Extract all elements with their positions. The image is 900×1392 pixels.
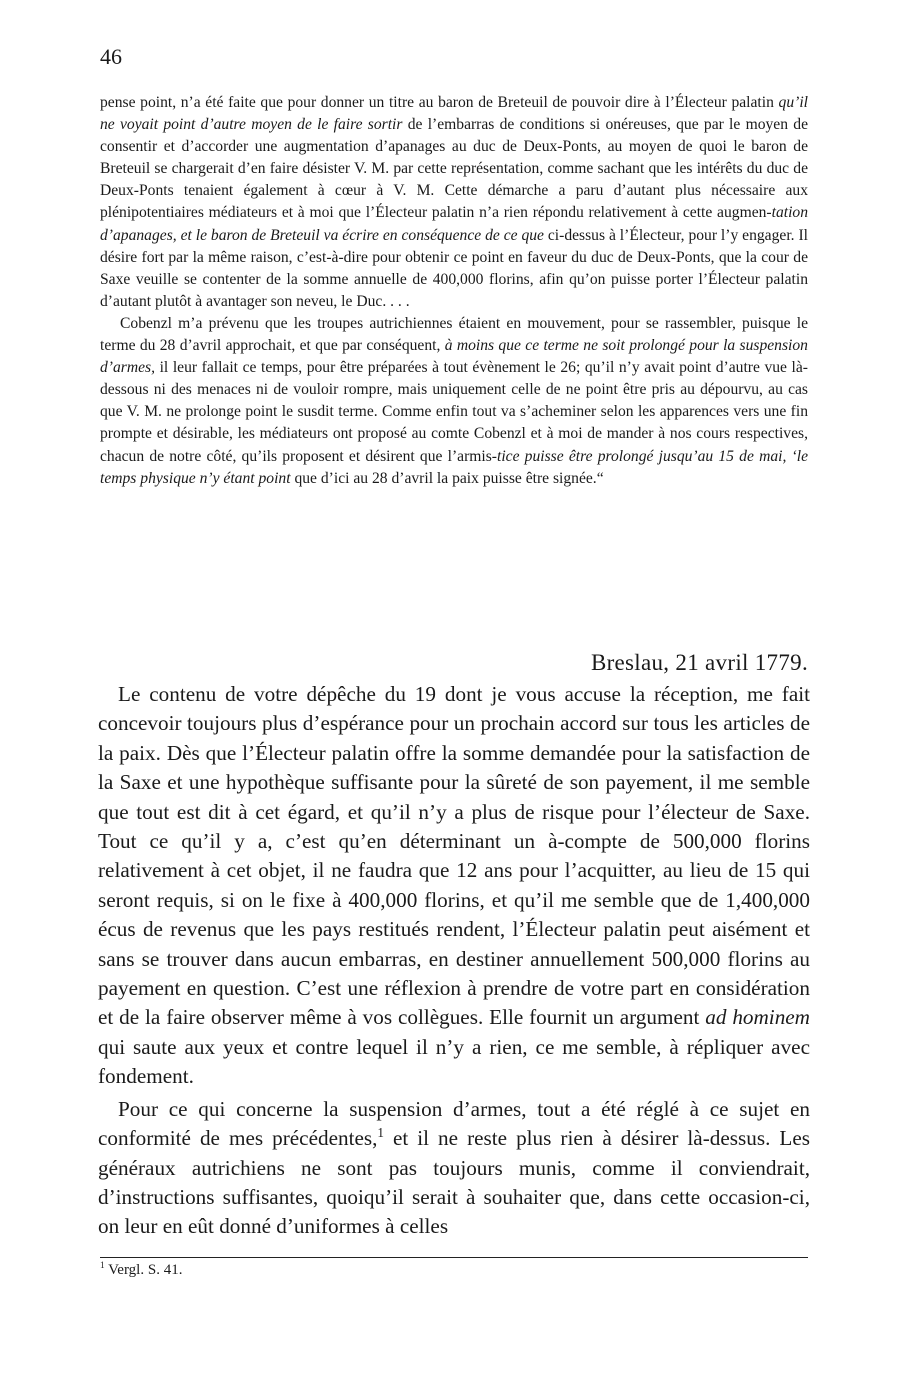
page-number: 46 <box>100 44 122 69</box>
italic-passage: qu’il ne voyait point d’autre moyen de le faire sortir <box>100 94 808 134</box>
footnote-divider <box>100 1257 808 1258</box>
letter-paragraph: pense point, n’a été faite que pour donner un titre au baron de Breteuil de pouvoir dire à l’Électeur palatin qu’il ne voyait point d’autre moyen de le faire sortir de l’embarras de conditions si onéreuses, que par le moyen de consentir et d’accorder une augmentation d’apanages au duc de Deux-Ponts, au moyen de quoi le baron de Breteuil se chargerait d’en faire désister V. M. par cette représentation, comme sachant que les intérêts du duc de Deux-Ponts tenaient également à cœur à V. M. Cette démarche a paru d’autant plus nécessaire aux plénipotentiaires médiateurs et à moi que l’Électeur palatin n’a rien répondu relativement à cette augmen-tation d’apanages, et le baron de Breteuil va écrire en conséquence de ce que ci-dessus à l’Électeur, pour l’y engager. Il désire fort par la même raison, c’est-à-dire pour obtenir ce point en faveur du duc de Deux-Ponts, que la cour de Saxe veuille se contenter de la somme annuelle de 400,000 florins, afin qu’on puisse porter l’Électeur palatin d’autant plutôt à avantager son neveu, le Duc. . . . <box>100 94 808 310</box>
italic-passage: tation d’apanages, et le baron de Breteuil va écrire en conséquence de ce que <box>100 204 808 244</box>
dateline: Breslau, 21 avril 1779. <box>590 650 808 675</box>
letter-body <box>98 680 810 1242</box>
body-paragraph: Le contenu de votre dépêche du 19 dont je vous accuse la réception, me fait concevoir toujours plus d’espérance pour un prochain accord sur tous les articles de la paix. Dès que l’Électeur palatin offre la somme demandée pour la satisfaction de la Saxe et une hypothèque suffisante pour la sûreté de son payement, il me semble que tout est dit à cet égard, et qu’il n’y a plus de risque pour l’électeur de Saxe. Tout ce qu’il y a, c’est qu’en déterminant un à-compte de 500,000 florins relativement à cet objet, il ne faudra que 12 ans pour l’acquitter, au lieu de 15 qui seront requis, si on le fixe à 400,000 florins, et qu’il me semble que de 1,400,000 écus de revenus que les pays restitués rendent, l’Électeur palatin peut aisément et sans se trouver dans aucun embarras, en destiner annuellement 500,000 florins au payement en question. C’est une réflexion à prendre de votre part en considération et de la faire observer même à vos collègues. Elle fournit un argument ad hominem qui saute aux yeux et contre lequel il n’y a rien, ce me semble, à répliquer avec fondement. <box>98 682 810 1089</box>
letter-excerpt <box>100 92 808 490</box>
footnote <box>100 1262 182 1279</box>
footnote-reference: 1 <box>377 1125 384 1141</box>
body-paragraph: Pour ce qui concerne la suspension d’armes, tout a été réglé à ce sujet en conformité de mes précédentes,$^1$ et il ne reste plus rien à désirer là-dessus. Les généraux autrichiens ne sont pas toujours munis, comme il conviendrait, d’instructions suffisantes, quoiqu’il serait à souhaiter que, dans cette occasion-ci, on leur en eût donné d’uniformes à celles <box>98 1096 810 1239</box>
italic-passage: à moins que ce terme ne soit prolongé pour la suspension d’armes, <box>100 337 808 377</box>
footnote-mark: 1 <box>100 1261 105 1271</box>
italic-passage: tice puisse être prolongé jusqu’au 15 de mai, ‘le temps physique n’y étant point <box>100 447 808 487</box>
italic-phrase: ad hominem <box>705 1005 810 1030</box>
footnote-text: Vergl. S. 41. <box>104 1262 183 1278</box>
letter-paragraph: Cobenzl m’a prévenu que les troupes autrichiennes étaient en mouvement, pour se rassembler, puisque le terme du 28 d’avril approchait, et que par conséquent, à moins que ce terme ne soit prolongé pour la suspension d’armes, il leur fallait ce temps, pour être préparées à tout évènement le 26; qu’il n’y avait point d’autre vue là-dessous ni des menaces ni de vouloir rompre, mais uniquement celle de ne point être pris au dépourvu, au cas que V. M. ne prolonge point le susdit terme. Comme enfin tout va s’acheminer selon les apparences vers une fin prompte et désirable, les médiateurs ont proposé au comte Cobenzl et à moi de mander à nos cours respectives, chacun de notre côté, qu’ils proposent et désirent que l’armis-tice puisse être prolongé jusqu’au 15 de mai, ‘le temps physique n’y étant point que d’ici au 28 d’avril la paix puisse être signée.“ <box>100 314 808 487</box>
